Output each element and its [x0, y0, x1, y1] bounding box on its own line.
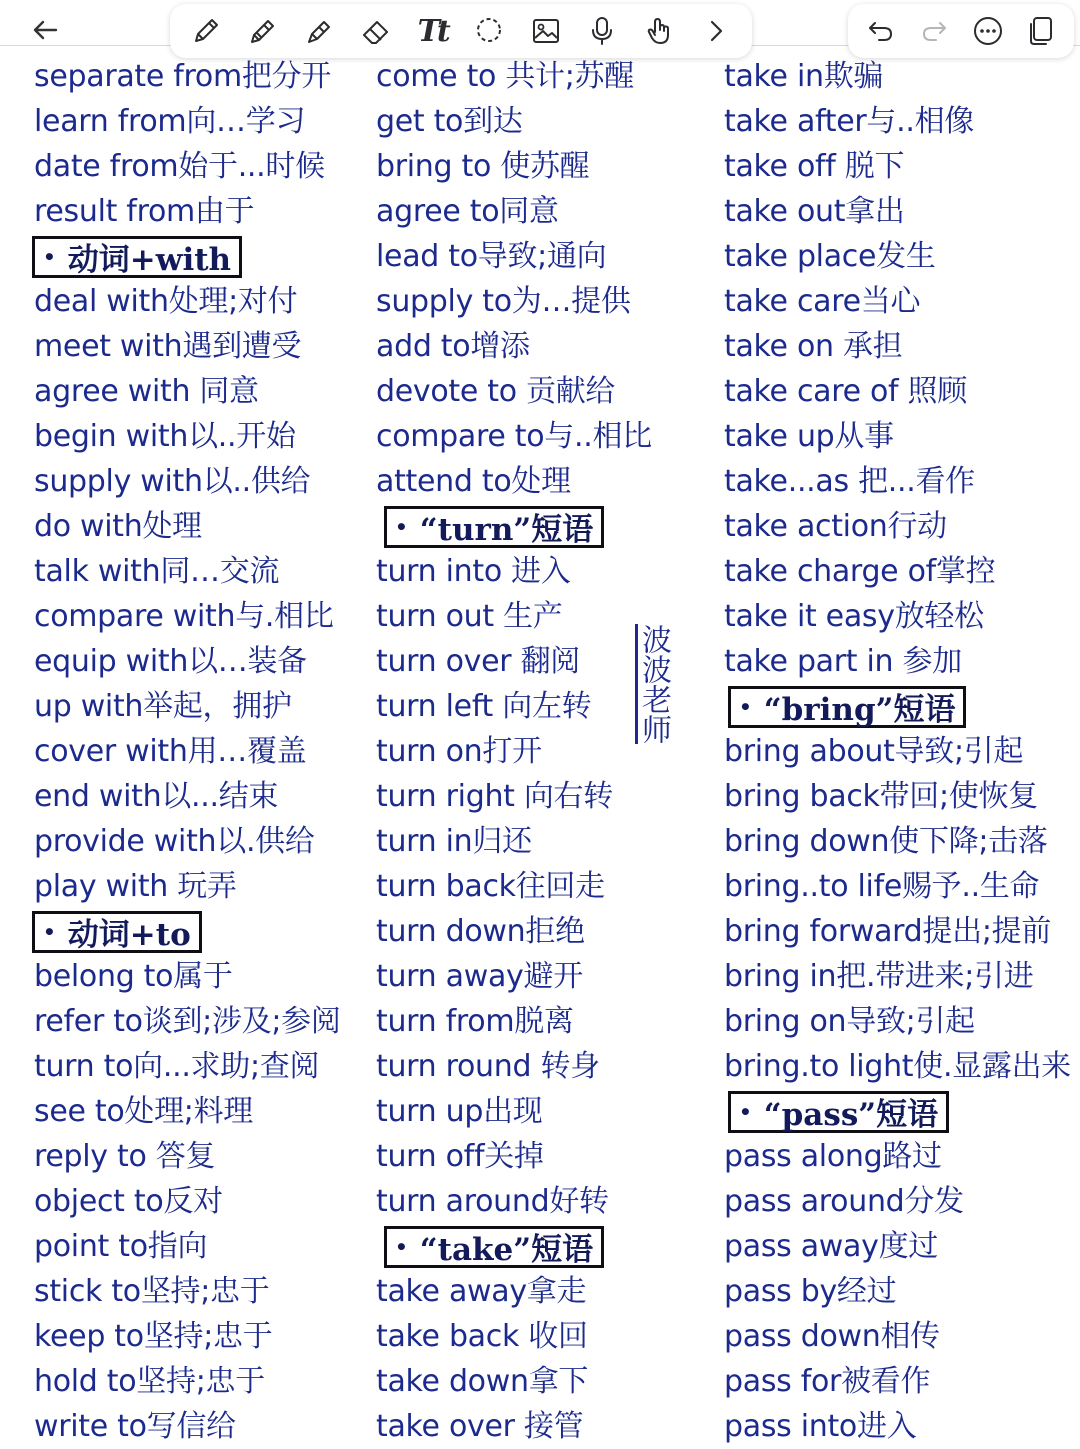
phrase-entry: keep to坚持;忠于 — [34, 1319, 273, 1354]
phrase-entry: begin with以..开始 — [34, 419, 296, 454]
phrase-entry: take place发生 — [724, 239, 936, 274]
phrase-entry: turn back往回走 — [376, 869, 605, 904]
phrase-entry: lead to导致;通向 — [376, 239, 607, 274]
phrase-entry: refer to谈到;涉及;参阅 — [34, 1004, 341, 1039]
phrase-entry: bring to 使苏醒 — [376, 149, 590, 184]
phrase-entry: bring down使下降;击落 — [724, 824, 1048, 859]
bullet-icon: • — [395, 514, 408, 539]
phrase-entry: take...as 把...看作 — [724, 464, 975, 499]
section-header-box — [32, 236, 242, 278]
phrase-entry: turn off关掉 — [376, 1139, 544, 1174]
phrase-entry: pass around分发 — [724, 1184, 964, 1219]
phrase-entry: turn right 向右转 — [376, 779, 613, 814]
author-signature: 波波老师 — [636, 624, 671, 744]
undo-button[interactable] — [859, 9, 903, 53]
phrase-entry: hold to坚持;忠于 — [34, 1364, 265, 1399]
phrase-entry: take away拿走 — [376, 1274, 587, 1309]
phrase-entry: meet with遇到遭受 — [34, 329, 302, 364]
phrase-entry: take charge of掌控 — [724, 554, 996, 589]
phrase-entry: turn into 进入 — [376, 554, 571, 589]
section-header-text: “pass”短语 — [763, 1097, 939, 1133]
bullet-icon: • — [43, 244, 56, 269]
phrase-entry: turn up出现 — [376, 1094, 543, 1129]
image-tool[interactable] — [524, 9, 568, 53]
phrase-entry: turn to向...求助;查阅 — [34, 1049, 320, 1084]
phrase-entry: end with以...结束 — [34, 779, 279, 814]
section-header-text: 动词+to — [67, 917, 191, 953]
phrase-entry: bring.to light使.显露出来 — [724, 1049, 1071, 1084]
phrase-entry: point to指向 — [34, 1229, 208, 1264]
section-header — [724, 684, 1071, 729]
drawing-toolbar — [170, 4, 752, 58]
phrase-entry: take it easy放轻松 — [724, 599, 984, 634]
section-header — [34, 909, 341, 954]
bullet-icon: • — [395, 1234, 408, 1259]
section-header-text: “turn”短语 — [419, 512, 594, 548]
phrase-entry: turn in归还 — [376, 824, 532, 859]
phrase-entry: date from始于...时候 — [34, 149, 325, 184]
phrase-entry: take in欺骗 — [724, 59, 884, 94]
phrase-entry: devote to 贡献给 — [376, 374, 616, 409]
lasso-icon — [473, 15, 505, 47]
phrase-entry: equip with以…装备 — [34, 644, 307, 679]
bullet-icon: • — [739, 1099, 752, 1124]
phrase-entry: see to处理;料理 — [34, 1094, 254, 1129]
section-header-text: 动词+with — [67, 242, 232, 278]
phrase-entry: reply to 答复 — [34, 1139, 216, 1174]
phrase-entry: play with 玩弄 — [34, 869, 237, 904]
phrase-entry: come to 共计;苏醒 — [376, 59, 634, 94]
phrase-entry: take out拿出 — [724, 194, 905, 229]
text-tool[interactable] — [411, 9, 455, 53]
chevron-right-icon — [700, 15, 732, 47]
phrase-entry: stick to坚持;忠于 — [34, 1274, 270, 1309]
section-header-box — [728, 686, 966, 728]
phrase-entry: turn out 生产 — [376, 599, 563, 634]
redo-icon — [918, 15, 950, 47]
phrase-entry: agree with 同意 — [34, 374, 259, 409]
phrase-entry: turn round 转身 — [376, 1049, 600, 1084]
phrase-entry: get to到达 — [376, 104, 523, 139]
phrase-entry: agree to同意 — [376, 194, 559, 229]
phrase-entry: pass along路过 — [724, 1139, 942, 1174]
hand-touch-icon — [643, 15, 675, 47]
section-header — [376, 504, 652, 549]
highlighter-icon — [303, 15, 335, 47]
phrase-entry: compare to与..相比 — [376, 419, 652, 454]
section-header-box — [32, 911, 202, 953]
phrase-entry: take care当心 — [724, 284, 921, 319]
phrase-entry: take part in 参加 — [724, 644, 962, 679]
phrase-entry: pass for被看作 — [724, 1364, 931, 1399]
phrase-entry: turn from脱离 — [376, 1004, 574, 1039]
phrase-entry: take care of 照顾 — [724, 374, 967, 409]
lasso-tool[interactable] — [467, 9, 511, 53]
image-icon — [530, 15, 562, 47]
document-actions — [848, 4, 1074, 58]
highlighter-tool[interactable] — [297, 9, 341, 53]
more-icon — [972, 15, 1004, 47]
section-header-text: “bring”短语 — [763, 692, 956, 728]
phrase-entry: cover with用…覆盖 — [34, 734, 307, 769]
notes-column-3 — [724, 54, 1071, 1449]
toolbar-more-button[interactable] — [694, 9, 738, 53]
redo-button[interactable] — [912, 9, 956, 53]
text-tool-icon: Tt — [417, 13, 448, 49]
phrase-entry: attend to处理 — [376, 464, 571, 499]
phrase-entry: supply with以..供给 — [34, 464, 311, 499]
back-button[interactable] — [20, 8, 70, 52]
phrase-entry: turn left 向左转 — [376, 689, 592, 724]
section-header — [34, 234, 341, 279]
phrase-entry: take up从事 — [724, 419, 894, 454]
pen-tool[interactable] — [241, 9, 285, 53]
section-header-box — [384, 506, 604, 548]
phrase-entry: separate from把分开 — [34, 59, 332, 94]
phrase-entry: turn away避开 — [376, 959, 583, 994]
more-options-button[interactable] — [966, 9, 1010, 53]
phrase-entry: bring forward提出;提前 — [724, 914, 1052, 949]
phrase-entry: belong to属于 — [34, 959, 233, 994]
phrase-entry: deal with处理;对付 — [34, 284, 298, 319]
phrase-entry: talk with同…交流 — [34, 554, 280, 589]
phrase-entry: compare with与.相比 — [34, 599, 334, 634]
eraser-icon — [360, 15, 392, 47]
bullet-icon: • — [43, 919, 56, 944]
bullet-icon: • — [739, 694, 752, 719]
phrase-entry: take over 接管 — [376, 1409, 584, 1444]
phrase-entry: pass away度过 — [724, 1229, 938, 1264]
phrase-entry: result from由于 — [34, 194, 255, 229]
section-header — [376, 1224, 652, 1269]
phrase-entry: write to写信给 — [34, 1409, 236, 1444]
section-header-text: “take”短语 — [419, 1232, 594, 1268]
pages-icon — [1025, 15, 1057, 47]
phrase-entry: take after与..相像 — [724, 104, 974, 139]
phrase-entry: bring back带回;使恢复 — [724, 779, 1038, 814]
phrase-entry: take action行动 — [724, 509, 947, 544]
phrase-entry: turn over 翻阅 — [376, 644, 580, 679]
eraser-tool[interactable] — [354, 9, 398, 53]
undo-icon — [865, 15, 897, 47]
voice-tool[interactable] — [580, 9, 624, 53]
section-header-box — [728, 1091, 949, 1133]
phrase-entry: take back 收回 — [376, 1319, 588, 1354]
phrase-entry: bring on导致;引起 — [724, 1004, 975, 1039]
phrase-entry: bring about导致;引起 — [724, 734, 1024, 769]
notes-column-1 — [34, 54, 341, 1449]
phrase-entry: turn around好转 — [376, 1184, 609, 1219]
phrase-entry: add to增添 — [376, 329, 530, 364]
pages-button[interactable] — [1019, 9, 1063, 53]
phrase-entry: pass by经过 — [724, 1274, 897, 1309]
phrase-entry: up with举起，拥护 — [34, 689, 292, 724]
pencil-tool[interactable] — [184, 9, 228, 53]
pencil-icon — [190, 15, 222, 47]
phrase-entry: pass down相传 — [724, 1319, 940, 1354]
section-header — [724, 1089, 1071, 1134]
phrase-entry: pass into进入 — [724, 1409, 917, 1444]
back-arrow-icon — [30, 15, 60, 45]
phrase-entry: supply to为…提供 — [376, 284, 631, 319]
phrase-entry: learn from向…学习 — [34, 104, 306, 139]
phrase-entry: object to反对 — [34, 1184, 223, 1219]
phrase-entry: do with处理 — [34, 509, 202, 544]
phrase-entry: take off 脱下 — [724, 149, 905, 184]
phrase-entry: turn down拒绝 — [376, 914, 585, 949]
phrase-entry: bring..to life赐予..生命 — [724, 869, 1040, 904]
pen-icon — [247, 15, 279, 47]
touch-tool[interactable] — [637, 9, 681, 53]
microphone-icon — [586, 15, 618, 47]
phrase-entry: take on 承担 — [724, 329, 903, 364]
phrase-entry: bring in把.带进来;引进 — [724, 959, 1034, 994]
phrase-entry: turn on打开 — [376, 734, 542, 769]
phrase-entry: take down拿下 — [376, 1364, 589, 1399]
section-header-box — [384, 1226, 604, 1268]
notes-column-2 — [376, 54, 652, 1449]
phrase-entry: provide with以.供给 — [34, 824, 315, 859]
